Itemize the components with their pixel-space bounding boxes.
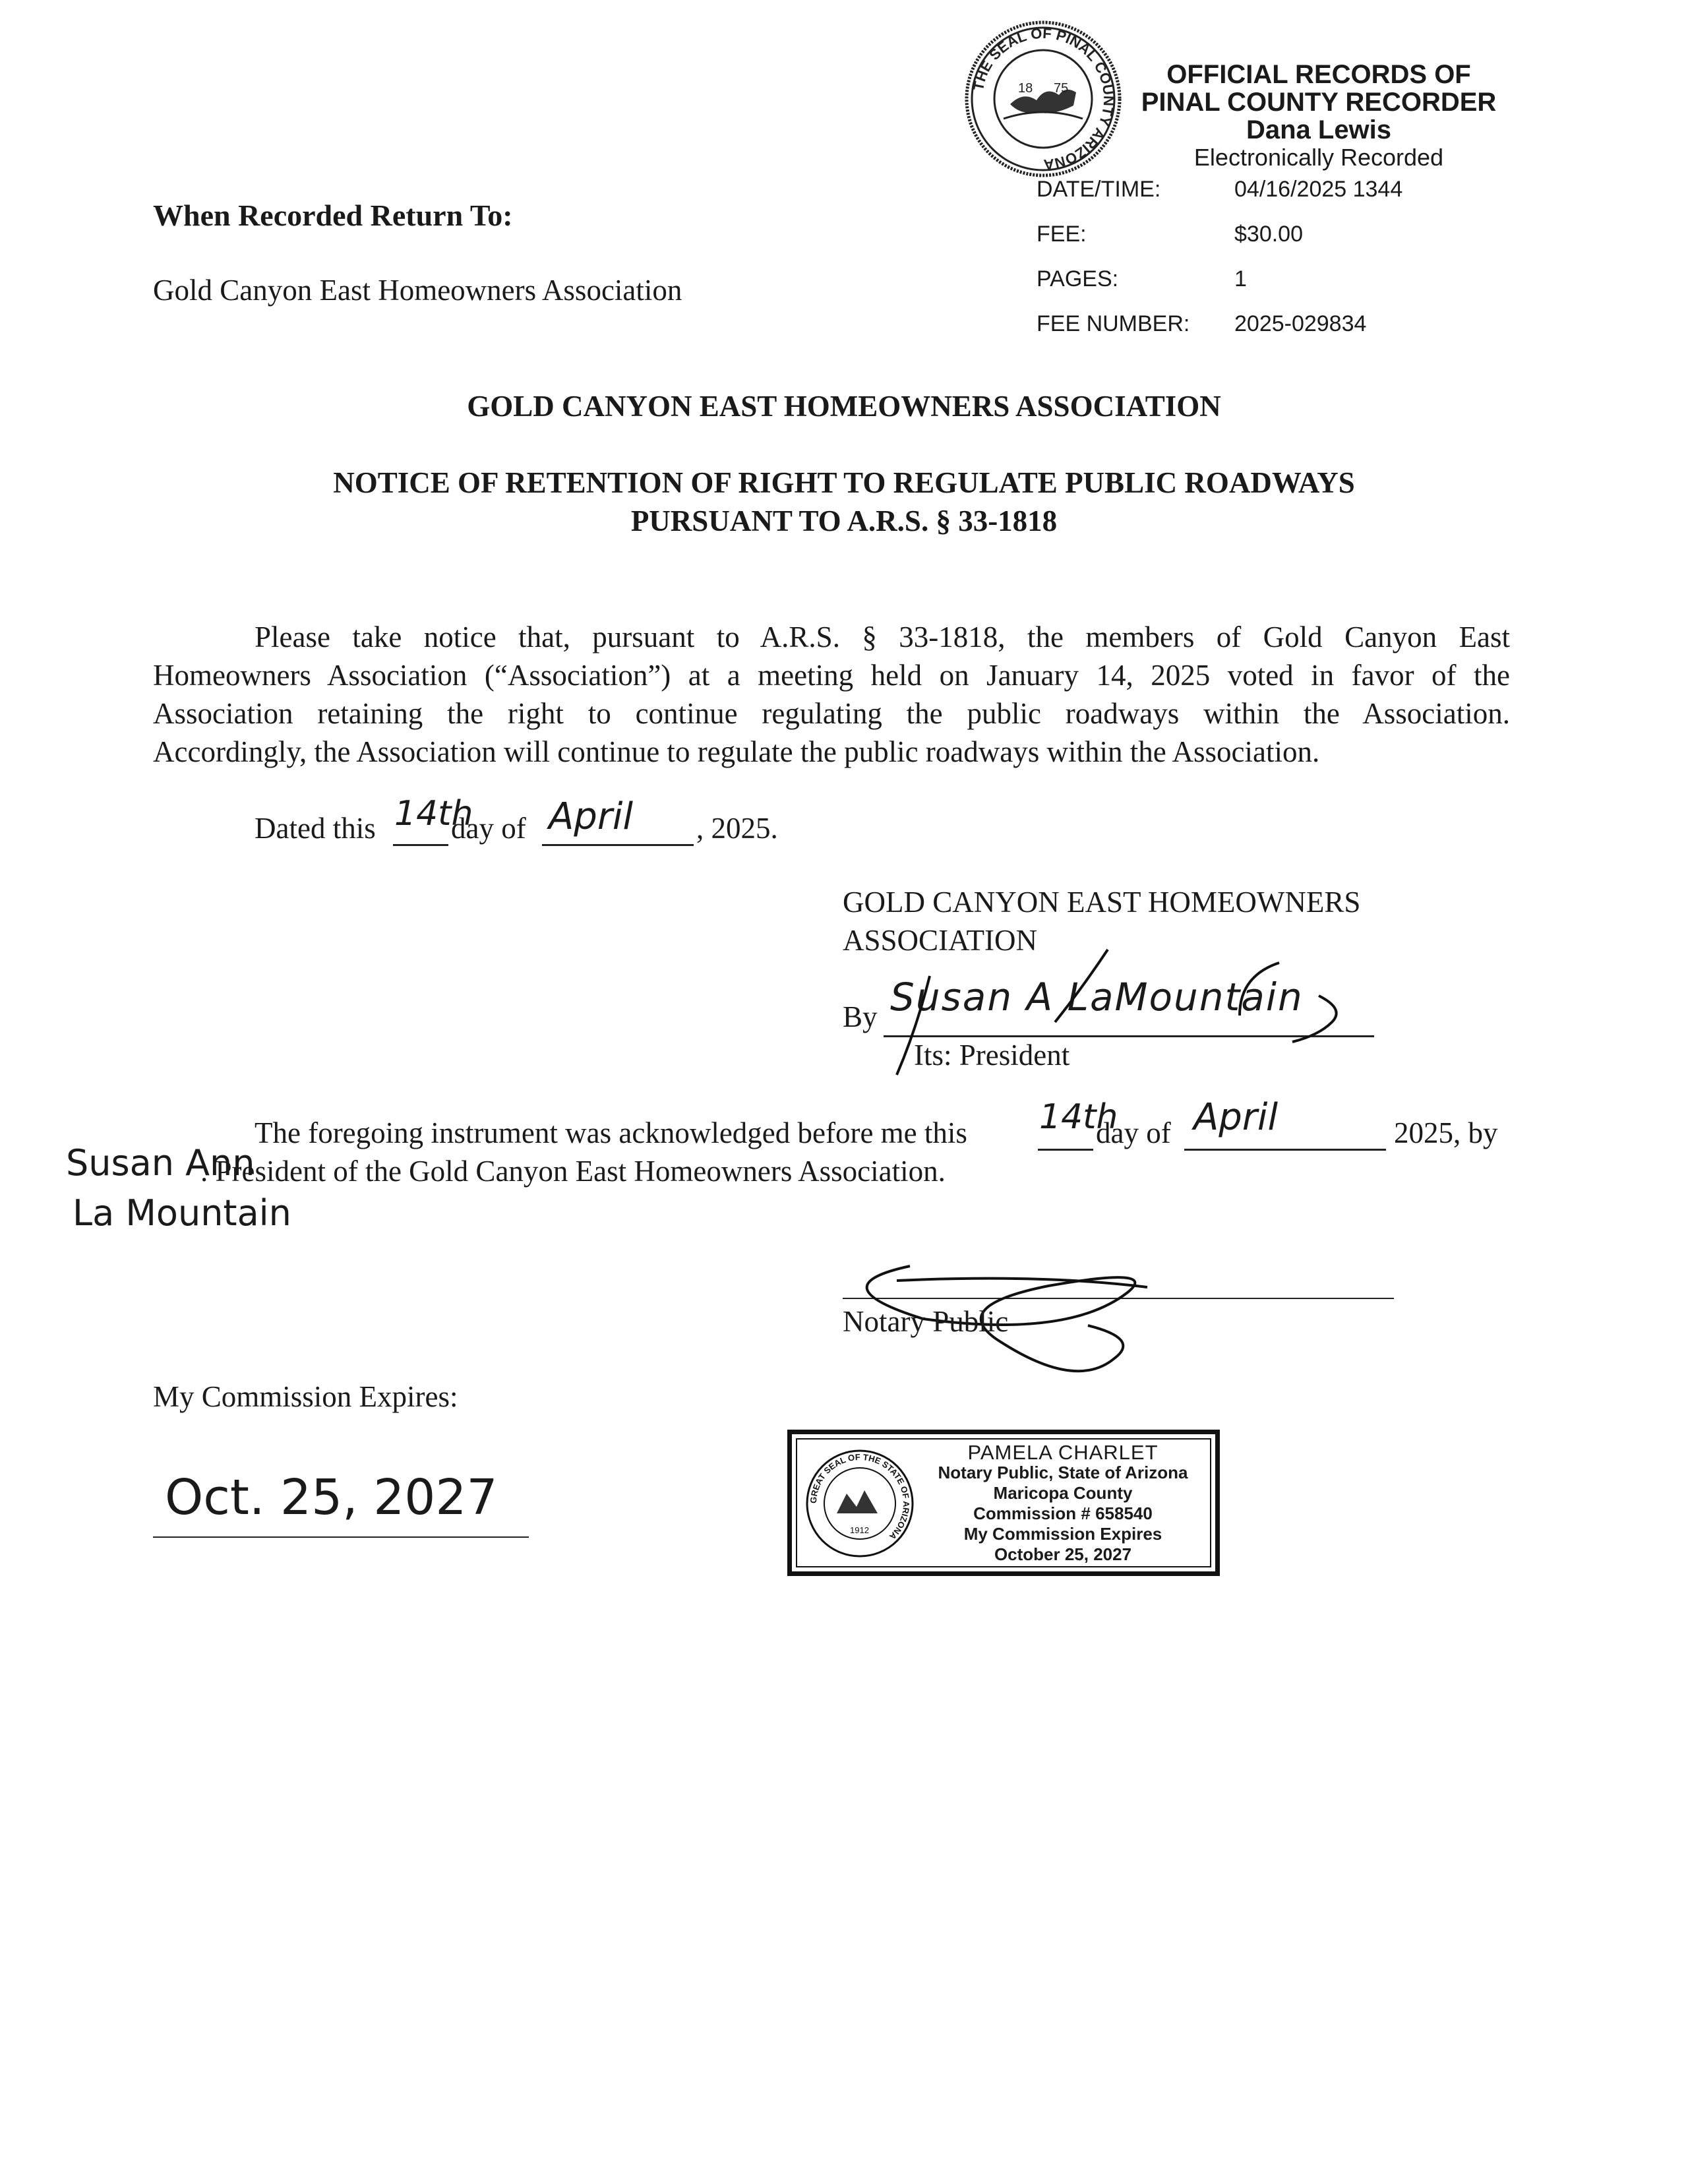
body-line-4: Accordingly, the Association will continue to regulate the public roadways within the Association. xyxy=(153,735,1320,768)
signature-by: By xyxy=(843,1000,878,1033)
dated-prefix: Dated this xyxy=(255,812,376,845)
signature-title: Its: President xyxy=(914,1039,1070,1072)
recorder-header xyxy=(1081,61,1556,171)
document-org-title: GOLD CANYON EAST HOMEOWNERS ASSOCIATION xyxy=(467,390,1221,423)
dated-suffix: , 2025. xyxy=(696,812,778,845)
signature-org-line-2: ASSOCIATION xyxy=(843,924,1038,957)
notary-stamp-line-3: Commission # 658540 xyxy=(973,1503,1153,1523)
field-label: PAGES: xyxy=(1037,266,1119,291)
recorder-line-1: OFFICIAL RECORDS OF xyxy=(1166,60,1471,89)
notary-stamp-line-5: October 25, 2027 xyxy=(994,1544,1132,1564)
field-value: 2025-029834 xyxy=(1234,311,1367,336)
field-label: FEE: xyxy=(1037,222,1087,247)
notary-stamp-line-1: Notary Public, State of Arizona xyxy=(938,1463,1188,1482)
recording-status: Electronically Recorded xyxy=(1193,144,1444,171)
acknowledgment-mid: day of xyxy=(1096,1116,1171,1149)
body-line-3: Association retaining the right to continue regulating the public roadways within the Association. xyxy=(153,697,1510,730)
dated-day-handwritten: 14th xyxy=(394,794,473,834)
seal-year-left: 18 xyxy=(1018,81,1033,96)
body-line-1: Please take notice that, pursuant to A.R.S. § 33-1818, the members of Gold Canyon East xyxy=(255,621,1510,653)
ack-day-handwritten: 14th xyxy=(1039,1097,1118,1137)
field-value: $30.00 xyxy=(1234,222,1303,247)
document-title-line-1: NOTICE OF RETENTION OF RIGHT TO REGULATE PUBLIC ROADWAYS xyxy=(333,466,1355,499)
dated-month-handwritten: April xyxy=(549,795,633,838)
document-title-line-2: PURSUANT TO A.R.S. § 33-1818 xyxy=(630,504,1058,537)
ack-name-handwritten-line-1: Susan Ann xyxy=(66,1142,255,1184)
notary-stamp-name: PAMELA CHARLET xyxy=(967,1441,1159,1464)
arizona-seal-ring-text: GREAT SEAL OF THE STATE OF ARIZONA xyxy=(808,1451,912,1542)
return-to-name: Gold Canyon East Homeowners Association xyxy=(153,274,682,307)
field-value: 04/16/2025 1344 xyxy=(1234,177,1403,202)
signature-org-line-1: GOLD CANYON EAST HOMEOWNERS xyxy=(843,886,1361,919)
notary-stamp-line-4: My Commission Expires xyxy=(963,1524,1162,1544)
acknowledgment-prefix: The foregoing instrument was acknowledged before me this xyxy=(255,1116,967,1149)
recorder-line-2: PINAL COUNTY RECORDER xyxy=(1141,88,1497,117)
notary-stamp xyxy=(787,1430,1220,1576)
arizona-seal-year: 1912 xyxy=(850,1525,869,1535)
acknowledgment-line-2: . President of the Gold Canyon East Homeowners Association. xyxy=(200,1155,946,1188)
ack-name-handwritten-line-2: La Mountain xyxy=(73,1192,291,1234)
body-line-2: Homeowners Association (“Association”) at a meeting held on January 14, 2025 voted in favor of the xyxy=(153,659,1510,692)
field-value: 1 xyxy=(1234,266,1247,291)
return-to-label: When Recorded Return To: xyxy=(153,198,513,232)
notary-stamp-line-2: Maricopa County xyxy=(993,1483,1133,1503)
notary-public-label: Notary Public xyxy=(843,1305,1009,1338)
president-signature: Susan A LaMountain xyxy=(890,975,1304,1019)
commission-expires-label: My Commission Expires: xyxy=(153,1380,458,1413)
dated-mid: day of xyxy=(451,812,526,845)
seal-year-right: 75 xyxy=(1054,81,1069,96)
ack-month-handwritten: April xyxy=(1193,1096,1278,1139)
seal-ring-text: THE SEAL OF PINAL COUNTY ARIZONA xyxy=(969,24,1118,173)
acknowledgment-suffix: 2025, by xyxy=(1394,1116,1498,1149)
arizona-state-seal-icon xyxy=(804,1447,916,1560)
recorder-name: Dana Lewis xyxy=(1246,115,1392,144)
commission-date-handwritten: Oct. 25, 2027 xyxy=(165,1469,498,1526)
field-label: FEE NUMBER: xyxy=(1037,311,1190,336)
field-label: DATE/TIME: xyxy=(1037,177,1161,202)
